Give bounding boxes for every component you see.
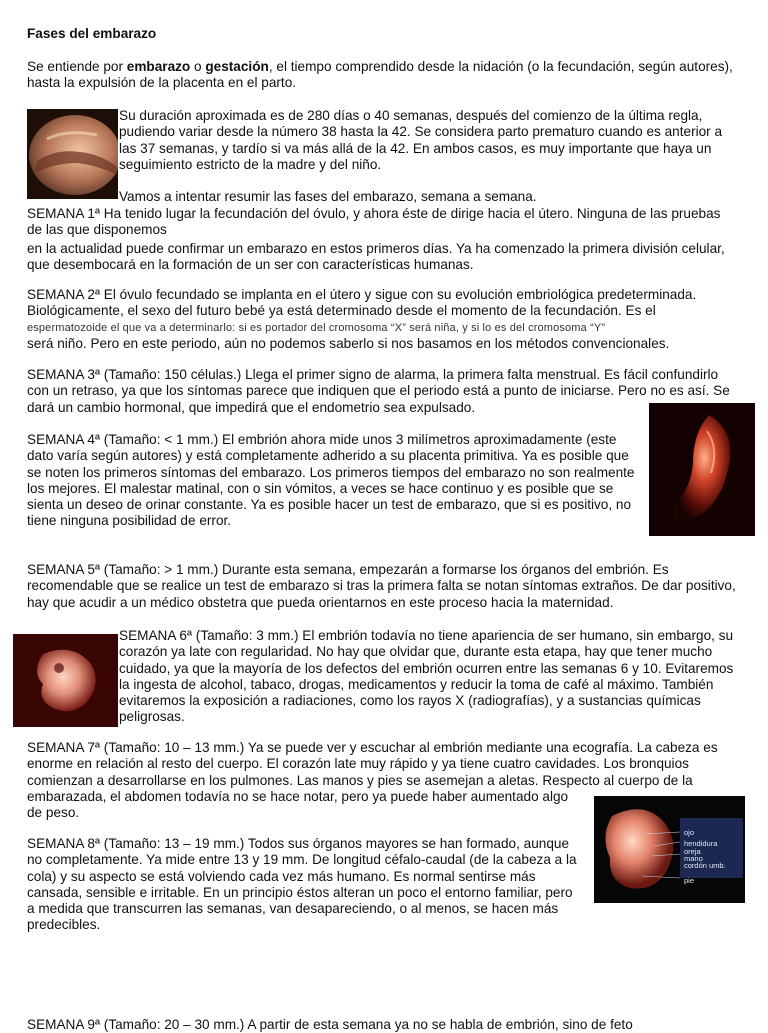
pregnant-belly-photo — [27, 109, 118, 199]
label-mano: mano — [684, 854, 703, 863]
semana-5-paragraph: SEMANA 5ª (Tamaño: > 1 mm.) Durante esta semana, empezarán a formarse los órganos del embrión. Es recomendable que se realice un test de embarazo si tras la primera falta se notan síntomas extraños. De dar positivo, hay que acudir a un médico obstetra que pueda orientarnos en este proceso hacia la maternidad. — [27, 562, 736, 610]
summary-intro: Vamos a intentar resumir las fases del embarazo, semana a semana. — [119, 189, 537, 204]
semana-2-paragraph: SEMANA 2ª El óvulo fecundado se implanta en el útero y sigue con su evolución embriológica predeterminada. Biológicamente, el sexo del futuro bebé ya está determinado desde el momento de la fecundación. Es el espermatozoide el que va a determinarlo: si es portador del cromosoma “X” será niña, y si lo es del cromosoma “Y” será niño. Pero en este periodo, aún no podemos saberlo si nos basamos en los métodos convencionales. — [27, 287, 697, 351]
embryo-week-8-diagram — [594, 796, 745, 903]
term-gestacion: gestación — [205, 59, 269, 74]
intro-paragraph: Se entiende por embarazo o gestación, el tiempo comprendido desde la nidación (o la fecundación, según autores), hasta la expulsión de la placenta en el parto. — [27, 59, 733, 91]
semana-3-paragraph: SEMANA 3ª (Tamaño: 150 células.) Llega el primer signo de alarma, la primera falta menstrual. Es fácil confundirlo con un retraso, ya que los síntomas parece que indiquen que el periodo está a punto de iniciarse. Pero no es así. Se dará un cambio hormonal, que impedirá que el endometrio sea expulsado. — [27, 367, 730, 415]
semana-1-paragraph: SEMANA 1ª Ha tenido lugar la fecundación del óvulo, y ahora éste de dirige hacia el útero. Ninguna de las pruebas de las que disponemos en la actualidad puede confirmar un embarazo en estos primeros días. Ya ha comenzado la primera división celular, que desembocará en la formación de un ser con características humanas. — [27, 206, 725, 272]
label-oreja: oreja — [684, 847, 701, 856]
embryo-week-4-photo — [649, 403, 755, 536]
label-cordon: cordón umb. — [684, 861, 726, 870]
label-pie: pie — [684, 876, 695, 885]
page-title: Fases del embarazo — [27, 26, 157, 41]
semana-4-paragraph: SEMANA 4ª (Tamaño: < 1 mm.) El embrión ahora mide unos 3 milímetros aproximadamente (este dato varía según autores) y está completamente adherido a su placenta primitiva. Ya es posible que se noten los primeros síntomas del embarazo. Los primeros tiempos del embarazo no son realmente los mejores. El malestar matinal, con o sin vómitos, a veces se hace continuo y es posible que se sienta un deseo de orinar constante. Ya es posible hacer un test de embarazo, que si es positivo, no tiene ninguna posibilidad de error. — [27, 432, 635, 529]
semana-9-partial: SEMANA 9ª (Tamaño: 20 – 30 mm.) A partir de esta semana ya no se habla de embrión, sino de feto — [27, 1017, 633, 1032]
duration-paragraph: Su duración aproximada es de 280 días o 40 semanas, después del comienzo de la última regla, pudiendo variar desde la número 38 hasta la 42. Se considera parto prematuro cuando es anterior a las 37 semanas, y tardío si va más allá de la 42. En ambos casos, es muy importante que haya un seguimiento estricto de la madre y del niño. — [119, 108, 723, 172]
embryo-week-6-photo — [13, 634, 118, 727]
label-hendidura: hendidura — [684, 839, 718, 848]
semana-7-paragraph: SEMANA 7ª (Tamaño: 10 – 13 mm.) Ya se puede ver y escuchar al embrión mediante una ecografía. La cabeza es enorme en relación al resto del cuerpo. El corazón late muy rápido y ya tiene cuatro cavidades. Los bronquios comienzan a desarrollarse en los pulmones. Las manos y pies se asemejan a aletas. Respecto al cuerpo de la embarazada, el abdomen todavía no se hace notar, pero ya puede haber aumentado algo de peso. — [27, 740, 718, 821]
semana-6-paragraph: SEMANA 6ª (Tamaño: 3 mm.) El embrión todavía no tiene apariencia de ser humano, sin embargo, su corazón ya late con regularidad. No hay que olvidar que, durante esta etapa, hay que tener mucho cuidado, ya que la mayoría de los defectos del embrión ocurren entre las semanas 6 y 10. Evitaremos la ingesta de alcohol, tabaco, drogas, medicamentos y reducir la toma de café al máximo. También evitaremos la exposición a radiaciones, como los rayos X (radiografías), y a sustancias químicas peligrosas. — [119, 628, 734, 725]
label-ojo: ojo — [684, 828, 695, 837]
semana-8-paragraph: SEMANA 8ª (Tamaño: 13 – 19 mm.) Todos sus órganos mayores se han formado, aunque no completamente. Ya mide entre 13 y 19 mm. De longitud céfalo-caudal (de la cabeza a la cola) y su aspecto se está volviendo cada vez más humano. Es normal sentirse más cansada, sensible e irritable. En un principio éstos alteran un poco el entorno familiar, pero a medida que transcurren las semanas, van desapareciendo, o al menos, se hacen más predecibles. — [27, 836, 577, 933]
term-embarazo: embarazo — [126, 59, 191, 74]
